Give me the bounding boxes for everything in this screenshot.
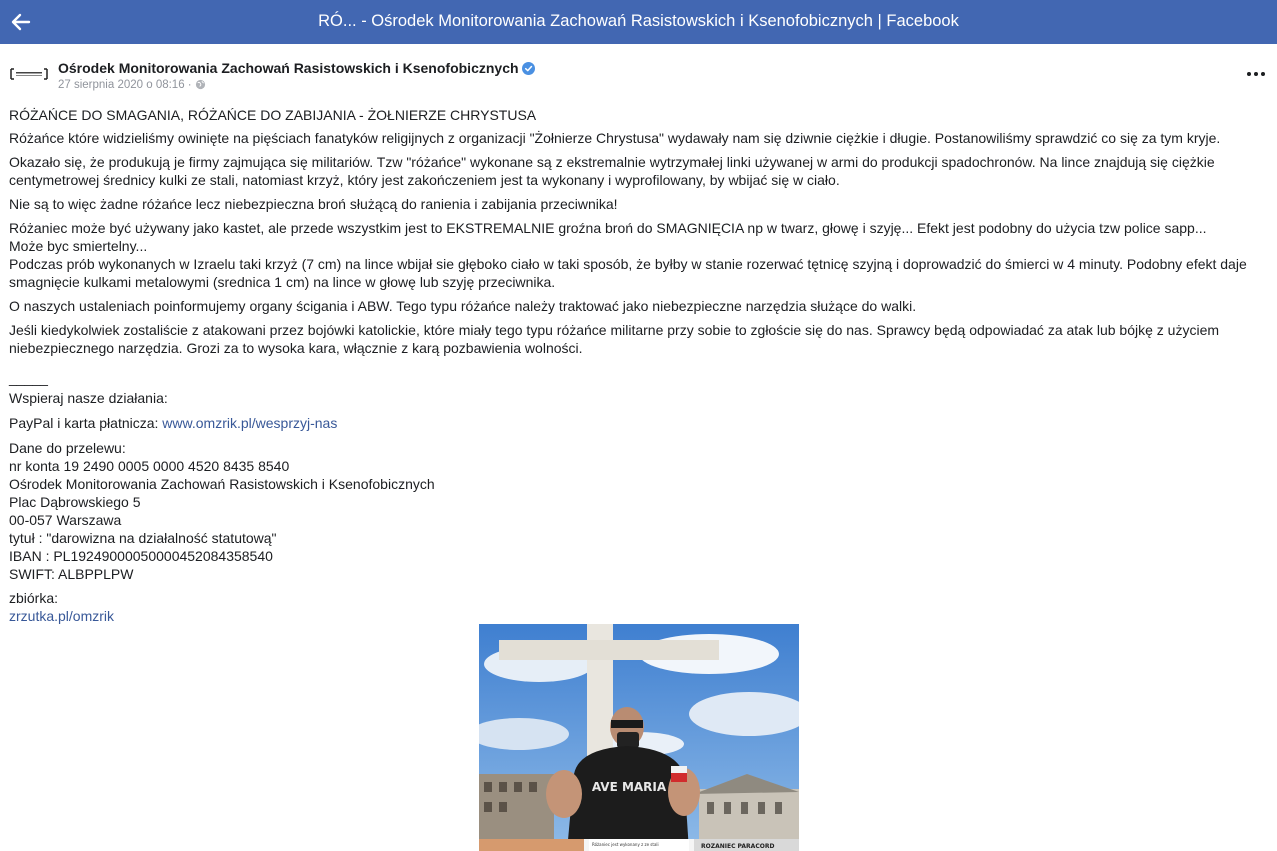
paypal-link[interactable]: www.omzrik.pl/wesprzyj-nas xyxy=(162,415,338,431)
transfer-line: Dane do przelewu: xyxy=(9,440,126,456)
shirt-text: AVE MARIA xyxy=(591,780,667,794)
collection-label: zbiórka: xyxy=(9,590,59,606)
post-line: Podczas prób wykonanych w Izraelu taki krzyż (7 cm) na lince wbijał sie głęboko ciało w taki sposób, że byłby w stanie rozerwać tętnicę szyjną i doprowadzić do śmierci w 4 minuty. Podobny efekt daje smagnięcie kulkami metalowymi (srednica 1 cm) na lince w głowę lub szyję przeciwnika. xyxy=(9,256,1247,290)
post-paragraph: Okazało się, że produkują je firmy zajmująca się militariów. Tzw "różańce" wykonane są z ekstremalnie wytrzymałej linki używanej w armi do produkcji spadochronów. Na lince znajdują się ciężkie centymetrowej średnicy kulki ze stali, natomiast krzyż, który jest zakończeniem jest ta wykonany i wyprofilowany, by wbijać się w ciało. xyxy=(9,154,1215,188)
more-dots-icon xyxy=(1245,69,1267,79)
transfer-line: tytuł : "darowizna na działalność statutową" xyxy=(9,530,277,546)
paypal-line xyxy=(9,414,1259,432)
post-line: Może byc smiertelny... xyxy=(9,238,148,254)
page-name[interactable] xyxy=(58,60,535,76)
post-header xyxy=(0,50,1277,98)
page-avatar[interactable] xyxy=(9,64,49,84)
globe-icon xyxy=(195,79,206,90)
transfer-line: SWIFT: ALBPPLPW xyxy=(9,566,134,582)
photo-caption-left: Różaniec jest wykonany z ze stali xyxy=(592,842,659,847)
post-body xyxy=(9,106,1259,625)
photo-caption-right: ROZANIEC PARACORD xyxy=(701,843,775,850)
post-paragraph: Jeśli kiedykolwiek zostaliście z atakowani przez bojówki katolickie, które miały tego typu różańce militarne przy sobie to zgłoście się do nas. Sprawcy będą odpowiadać za atak lub bójkę z użyciem niebezpiecznego narzędzia. Grozi za to wysoka kara, włącznie z karą pozbawienia wolności. xyxy=(9,322,1220,356)
post-paragraph: Nie są to więc żadne różańce lecz niebezpieczna broń służącą do ranienia i zabijania przeciwnika! xyxy=(9,196,618,212)
transfer-line: nr konta 19 2490 0005 0000 4520 8435 8540 xyxy=(9,458,290,474)
separator-line: _____ xyxy=(9,370,48,386)
transfer-line: IBAN : PL19249000050000452084358540 xyxy=(9,548,273,564)
post-meta xyxy=(58,79,206,91)
collection-link[interactable]: zrzutka.pl/omzrik xyxy=(9,608,115,624)
post-paragraph: Różańce które widzieliśmy owinięte na pięściach fanatyków religijnych z organizacji "Żołnierze Chrystusa" wydawały nam się dziwnie ciężkie i długie. Postanowiliśmy sprawdzić co się za tym kryje. xyxy=(9,130,1221,146)
paypal-label: PayPal i karta płatnicza: xyxy=(9,415,163,431)
post-paragraph xyxy=(9,219,1259,291)
post-title: RÓŻAŃCE DO SMAGANIA, RÓŻAŃCE DO ZABIJANIA - ŻOŁNIERZE CHRYSTUSA xyxy=(9,107,537,123)
post-photo-image xyxy=(479,624,799,851)
verified-badge-icon xyxy=(522,62,535,75)
support-heading: Wspieraj nasze działania: xyxy=(9,390,168,406)
transfer-line: 00-057 Warszawa xyxy=(9,512,122,528)
transfer-line: Ośrodek Monitorowania Zachowań Rasistowskich i Ksenofobicznych xyxy=(9,476,435,492)
post-timestamp[interactable]: 27 sierpnia 2020 o 08:16 · xyxy=(58,79,192,91)
page-name-text[interactable]: Ośrodek Monitorowania Zachowań Rasistowskich i Ksenofobicznych xyxy=(58,60,519,76)
top-bar xyxy=(0,0,1277,44)
post-photo[interactable] xyxy=(479,624,799,851)
window-title: RÓ... - Ośrodek Monitorowania Zachowań Rasistowskich i Ksenofobicznych | Facebook xyxy=(318,12,959,30)
transfer-line: Plac Dąbrowskiego 5 xyxy=(9,494,141,510)
post-line: Różaniec może być używany jako kastet, ale przede wszystkim jest to EKSTREMALNIE groźna broń do SMAGNIĘCIA np w twarz, głowę i szyję... Efekt jest podobny do użycia tzw police sapp... xyxy=(9,220,1207,236)
more-options-button[interactable] xyxy=(1245,66,1267,76)
post-paragraph: O naszych ustaleniach poinformujemy organy ścigania i ABW. Tego typu różańce należy traktować jako niebezpieczne narzędzia służące do walki. xyxy=(9,298,917,314)
transfer-details xyxy=(9,439,1259,583)
